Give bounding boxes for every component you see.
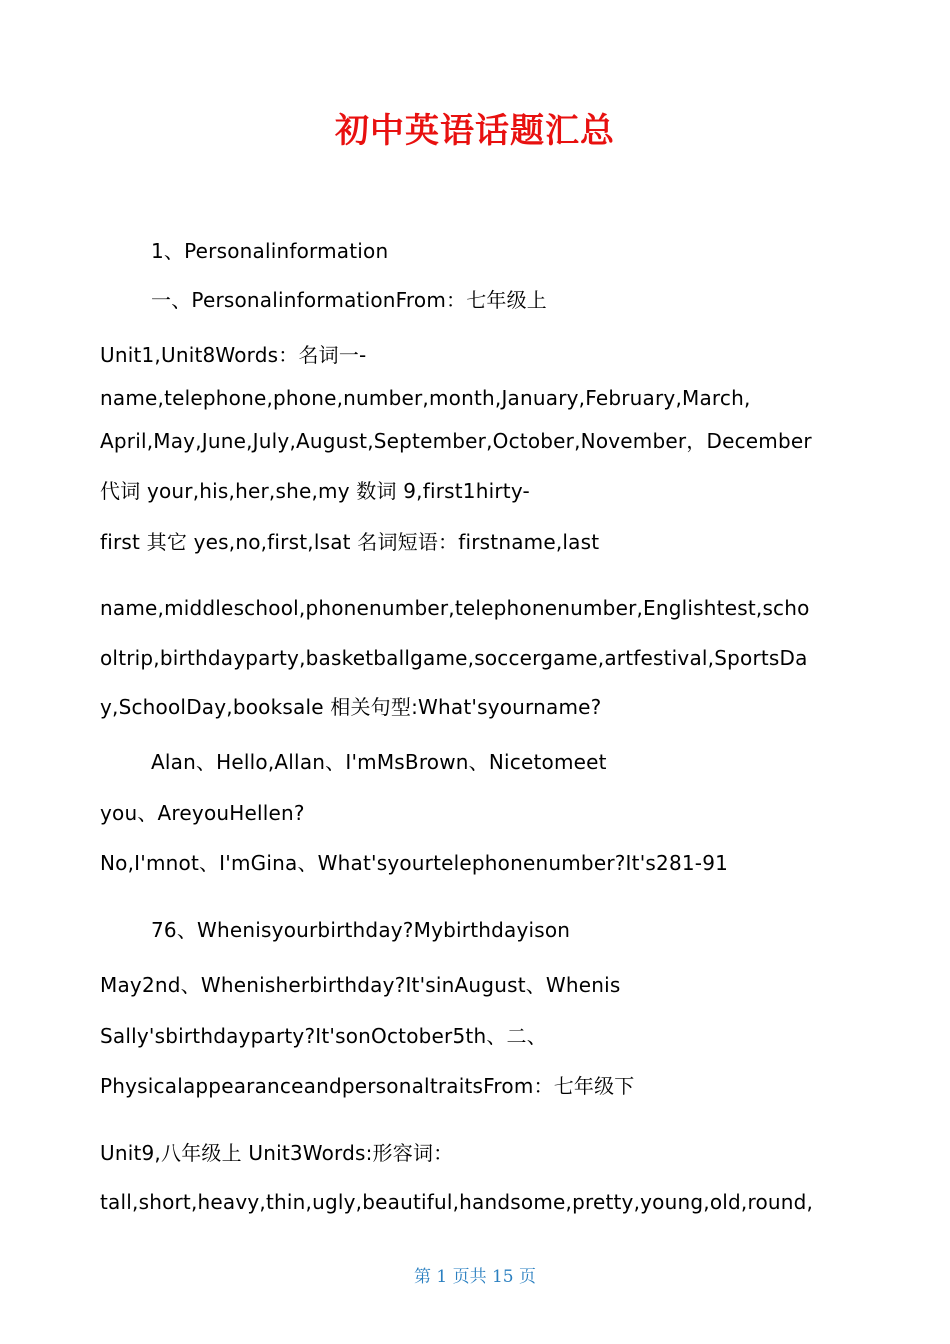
text-line: you、AreyouHellen? [100,801,305,825]
document-title: 初中英语话题汇总 [335,111,615,151]
text-line: 1、Personalinformation [151,239,389,263]
text-line: tall,short,heavy,thin,ugly,beautiful,handsome,pretty,young,old,round, [100,1190,814,1214]
page-number: 第 1 页共 15 页 [413,1267,537,1287]
text-line: PhysicalappearanceandpersonaltraitsFrom：七年级下 [100,1074,635,1098]
text-line: Sally'sbirthdayparty?It'sonOctober5th、二、 [100,1024,547,1048]
text-line: Unit1,Unit8Words：名词一- [100,343,367,367]
text-line: 76、Whenisyourbirthday?Mybirthdayison [151,918,571,942]
text-line: April,May,June,July,August,September,October,November，December [100,429,812,453]
text-line: Unit9,八年级上 Unit3Words:形容词： [100,1141,454,1165]
text-line: oltrip,birthdayparty,basketballgame,soccergame,artfestival,SportsDa [100,646,808,670]
text-line: first 其它 yes,no,first,lsat 名词短语：firstname,last [100,530,600,554]
text-line: No,I'mnot、I'mGina、What'syourtelephonenumber?It's281-91 [100,851,729,875]
text-line: name,telephone,phone,number,month,January,February,March, [100,386,751,410]
text-line: y,SchoolDay,booksale 相关句型:What'syourname? [100,695,602,719]
text-line: 一、PersonalinformationFrom：七年级上 [151,288,547,312]
text-line: Alan、Hello,Allan、I'mMsBrown、Nicetomeet [151,750,607,774]
text-line: 代词 your,his,her,she,my 数词 9,first1hirty- [100,479,530,503]
text-line: May2nd、Whenisherbirthday?It'sinAugust、Whenis [100,973,621,997]
text-line: name,middleschool,phonenumber,telephonenumber,Englishtest,scho [100,596,810,620]
